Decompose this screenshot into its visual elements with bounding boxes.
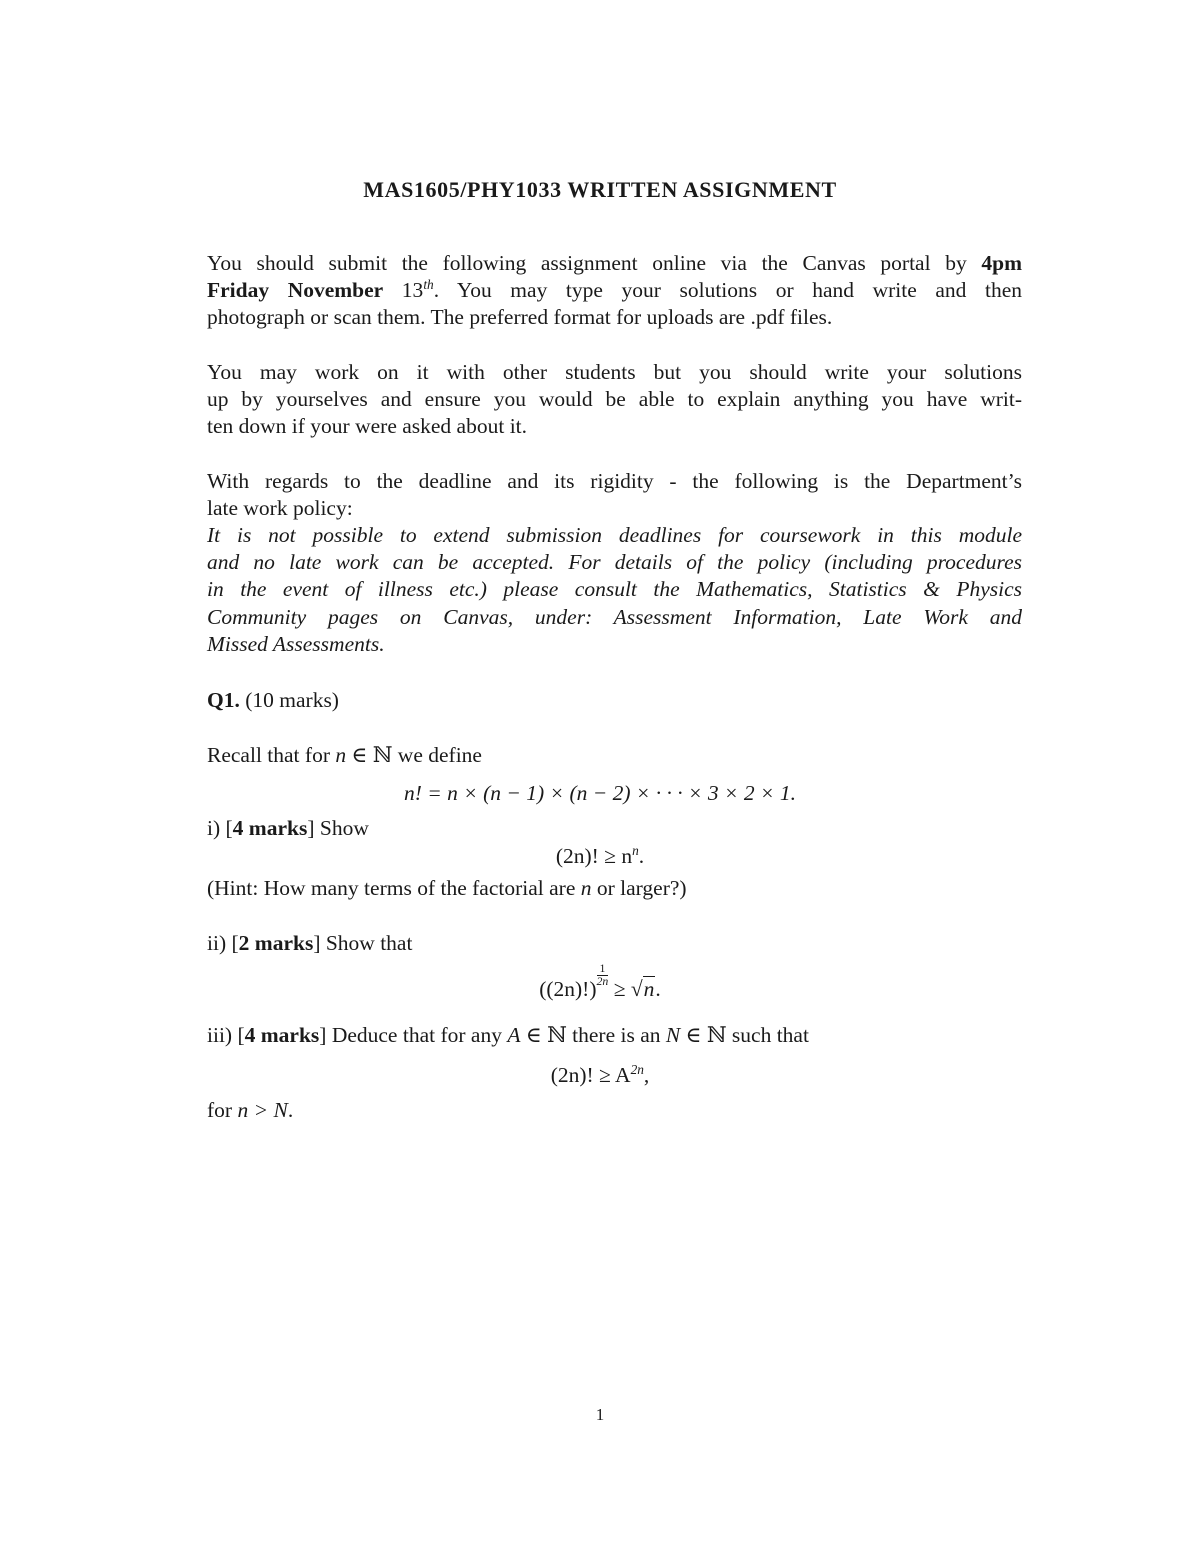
page-title: MAS1605/PHY1033 WRITTEN ASSIGNMENT (363, 177, 837, 202)
q1-heading: Q1. (10 marks) (207, 688, 339, 712)
collab-line-2: up by yourselves and ensure you would be able to explain anything you have writ- (207, 387, 1022, 411)
policy-line-2: and no late work can be accepted. For details of the policy (including procedures (207, 550, 1022, 574)
exponent-fraction: $\frac{1}{2n}$ (596, 961, 609, 988)
intro-line-3: photograph or scan them. The preferred format for uploads are .pdf files. (207, 305, 833, 329)
collab-line-1: You may work on it with other students but you should write your solutions (207, 360, 1022, 384)
q1-part-i: i) [4 marks] Show (207, 816, 369, 840)
deadline-line-1: With regards to the deadline and its rigidity - the following is the Department’s (207, 469, 1022, 493)
collab-line-3: ten down if your were asked about it. (207, 414, 528, 438)
part-ii-inequality: ((2n)!) $\frac{1}{2n}$ ≥ √n. (539, 961, 661, 1002)
q1-part-ii: ii) [2 marks] Show that (207, 931, 413, 955)
factorial-definition: n! = n × (n − 1) × (n − 2) × · · · × 3 × 2 × 1. (403, 781, 797, 805)
part-i-inequality: (2n)! ≥ $n^n$. (555, 843, 645, 868)
policy-line-3: in the event of illness etc.) please consult the Mathematics, Statistics & Physics (207, 577, 1022, 601)
part-iii-inequality: (2n)! ≥ $A^{2n}$, (550, 1062, 650, 1087)
page-number: 1 (595, 1405, 605, 1424)
policy-line-1: It is not possible to extend submission deadlines for coursework in this module (207, 523, 1022, 547)
q1-hint: (Hint: How many terms of the factorial are n or larger?) (207, 876, 687, 900)
intro-line-1: You should submit the following assignment online via the Canvas portal by 4pm (207, 251, 1022, 275)
deadline-line-2: late work policy: (207, 496, 353, 520)
q1-part-iii-condition: for n > N. (207, 1098, 294, 1122)
intro-line-2: Friday November 13th. You may type your solutions or hand write and then (207, 277, 1022, 302)
policy-line-5: Missed Assessments. (207, 632, 385, 656)
q1-part-iii: iii) [4 marks] Deduce that for any A ∈ ℕ there is an N ∈ ℕ such that (207, 1023, 809, 1047)
q1-recall: Recall that for n ∈ ℕ we define (207, 743, 482, 767)
policy-line-4: Community pages on Canvas, under: Assessment Information, Late Work and (207, 605, 1022, 629)
